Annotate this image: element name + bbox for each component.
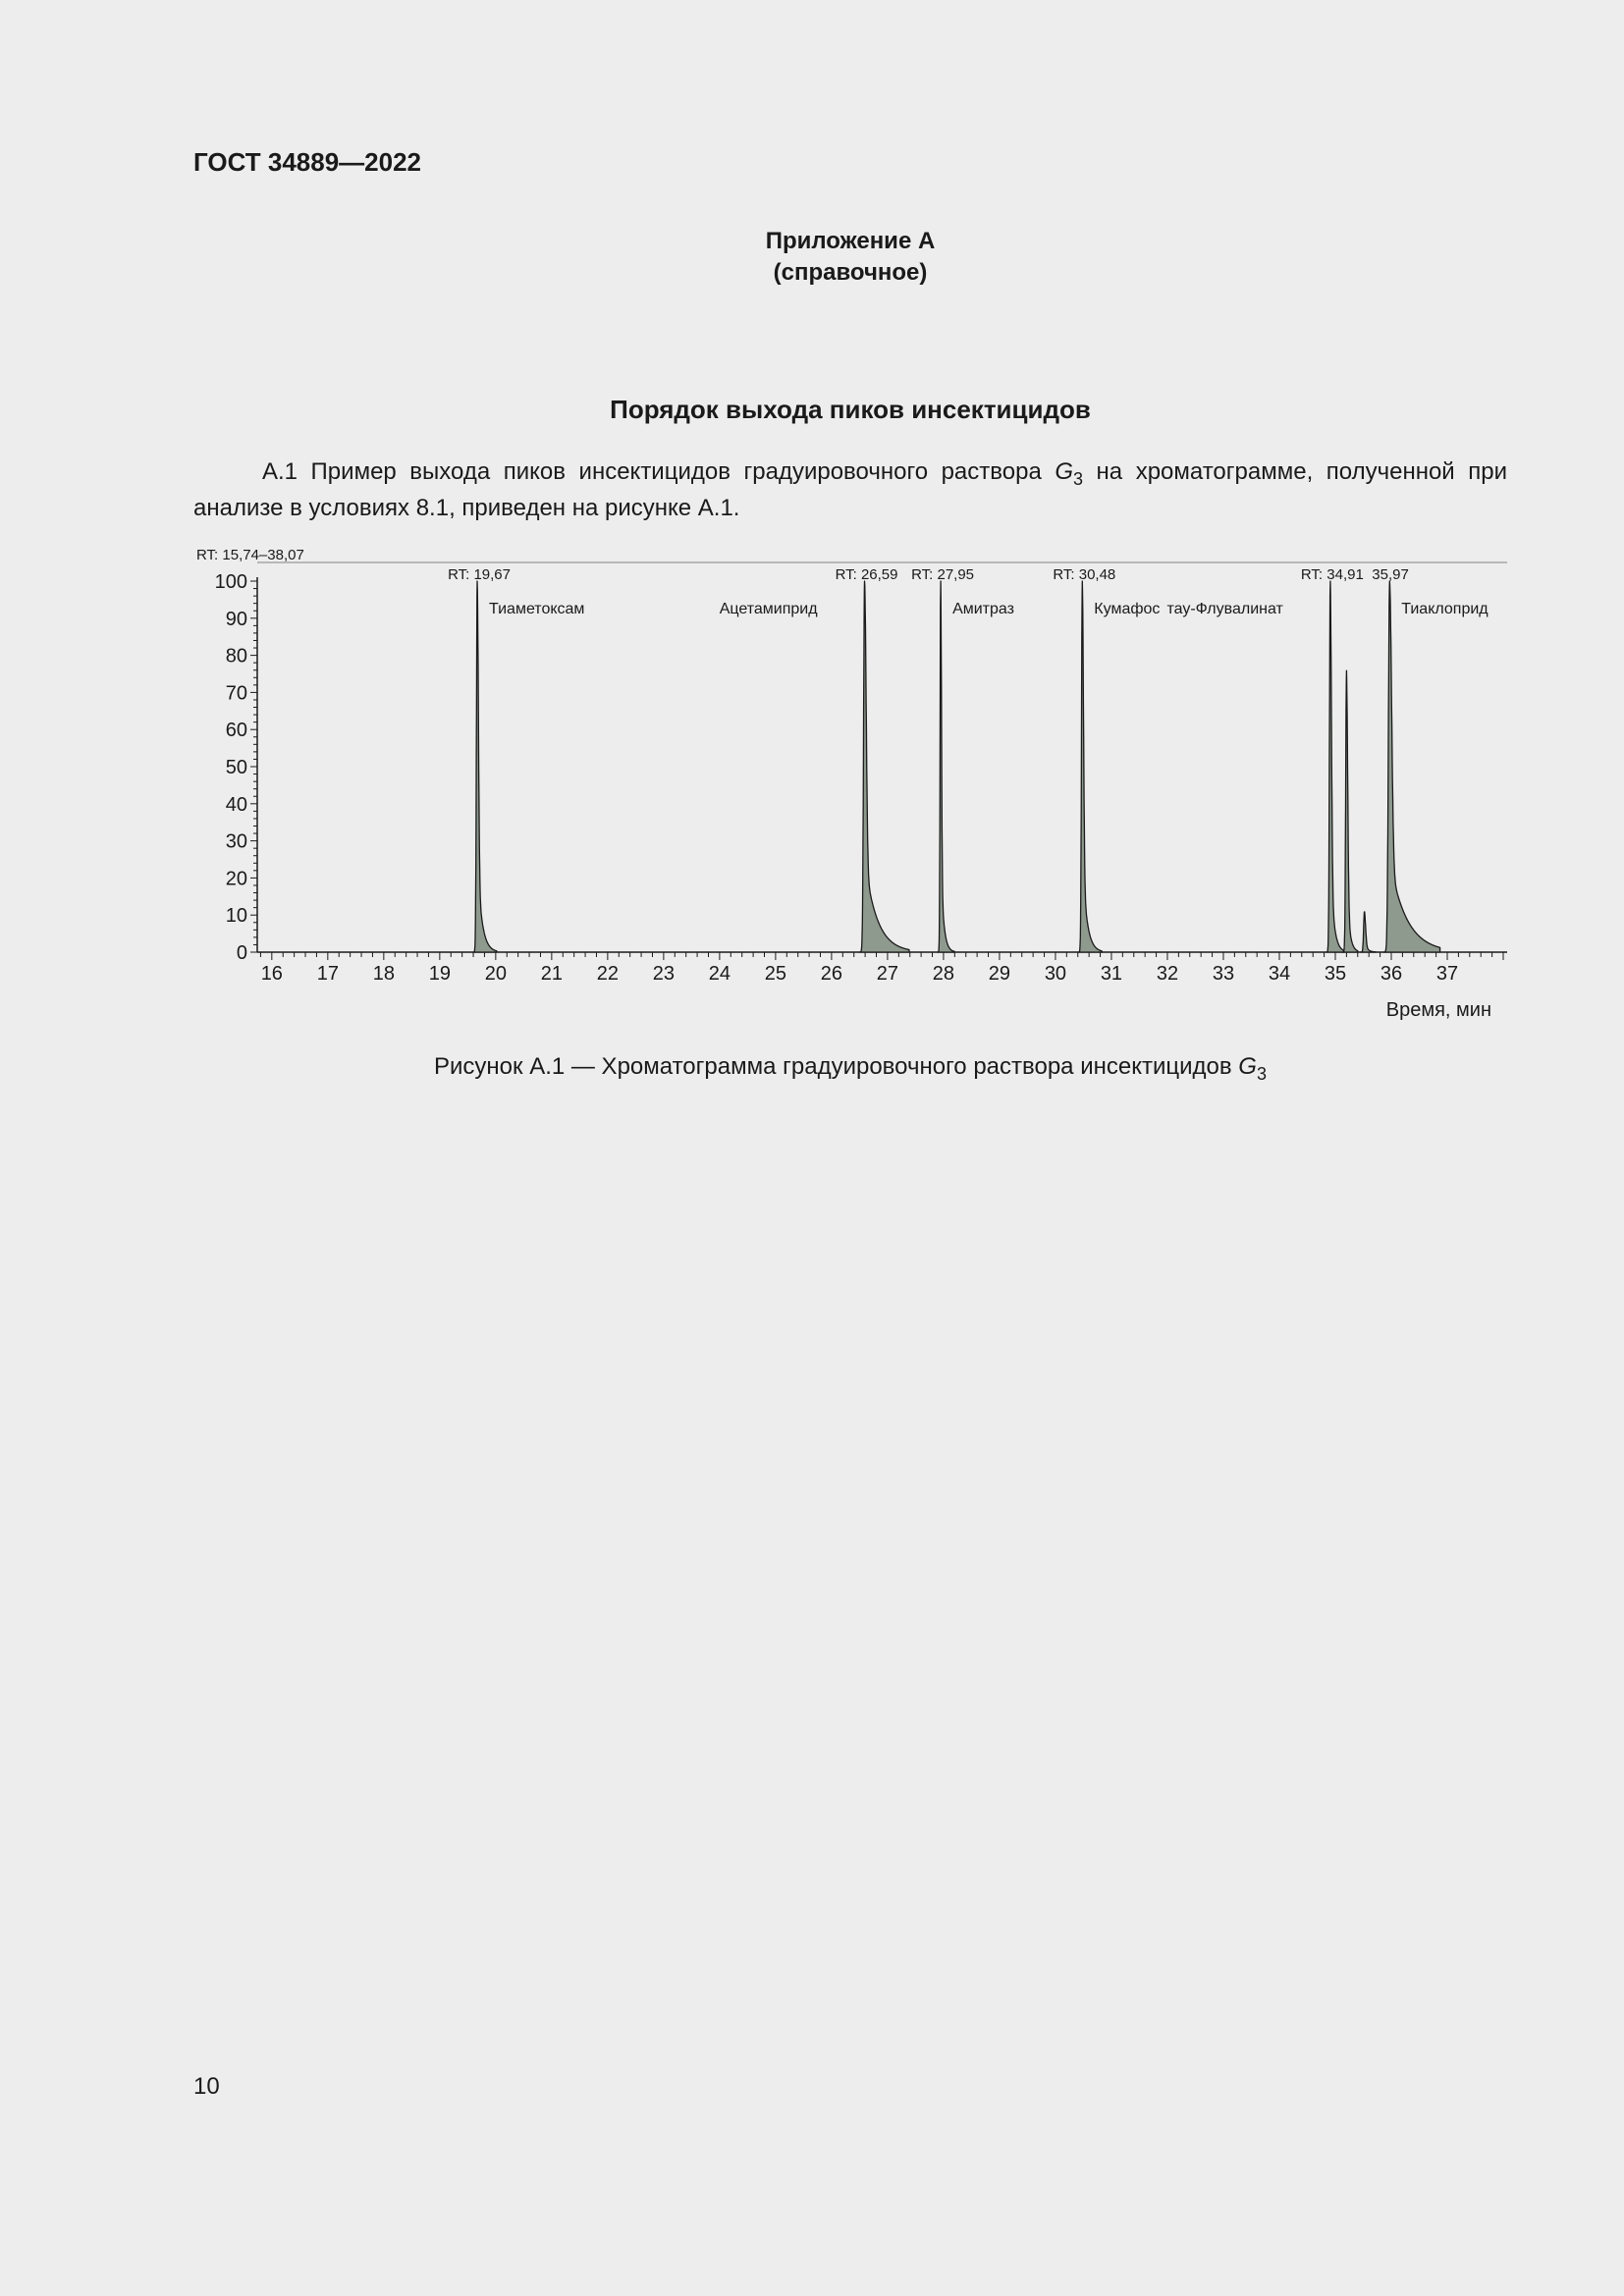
paragraph-text-after: на хроматограмме, полученной при анализе в условиях 8.1, приведен на рисунке А.1. — [193, 458, 1507, 521]
peak — [1382, 581, 1439, 952]
page-number: 10 — [193, 2073, 220, 2100]
paragraph-subscript: 3 — [1073, 468, 1084, 489]
peak — [1078, 581, 1103, 952]
annex-heading — [0, 226, 1624, 289]
x-tick-label: 21 — [540, 963, 563, 985]
x-tick-label: 24 — [708, 963, 731, 985]
peak-rt-label: RT: 26,59 — [835, 566, 898, 583]
y-tick-label: 0 — [236, 942, 247, 964]
peak-name-label: Тиаметоксам — [489, 601, 585, 617]
x-tick-label: 18 — [372, 963, 395, 985]
y-tick-label: 60 — [225, 720, 247, 742]
x-tick-label: 16 — [260, 963, 283, 985]
peak — [473, 581, 498, 952]
x-tick-label: 26 — [820, 963, 843, 985]
peak-name-label: Кумафос — [1094, 601, 1161, 617]
chromatogram-figure — [187, 540, 1522, 1031]
document-code: ГОСТ 34889—2022 — [193, 147, 421, 177]
x-tick-label: 35 — [1324, 963, 1347, 985]
peak-rt-label: RT: 34,91 — [1300, 566, 1364, 583]
y-tick-label: 50 — [225, 757, 247, 778]
x-tick-label: 20 — [484, 963, 507, 985]
peak-name-label: тау-Флувалинат — [1166, 601, 1283, 617]
x-tick-label: 23 — [652, 963, 676, 985]
caption-subscript: 3 — [1256, 1063, 1267, 1084]
y-tick-label: 30 — [225, 830, 247, 853]
y-tick-label: 10 — [225, 905, 247, 928]
x-tick-label: 34 — [1268, 963, 1291, 985]
x-tick-label: 25 — [764, 963, 787, 985]
peak — [938, 581, 955, 952]
y-tick-label: 20 — [225, 868, 247, 890]
y-tick-label: 80 — [225, 645, 247, 667]
x-tick-label: 22 — [596, 963, 619, 985]
minor-peak — [1360, 911, 1376, 952]
section-title: Порядок выхода пиков инсектицидов — [610, 395, 1091, 424]
peak-name-label: Ацетамиприд — [719, 601, 818, 617]
y-tick-label: 70 — [225, 682, 247, 705]
y-tick-label: 90 — [225, 608, 247, 630]
x-axis-label: Время, мин — [1385, 999, 1491, 1021]
x-tick-label: 31 — [1100, 963, 1123, 985]
x-tick-label: 36 — [1380, 963, 1403, 985]
annex-type: (справочное) — [773, 259, 928, 286]
peak — [859, 581, 909, 952]
x-tick-label: 30 — [1044, 963, 1067, 985]
peak-rt-label: RT: 19,67 — [448, 566, 512, 583]
chart-range-label: RT: 15,74–38,07 — [196, 547, 304, 563]
peak-rt-label: 35,97 — [1372, 566, 1409, 583]
x-tick-label: 27 — [876, 963, 899, 985]
x-tick-label: 29 — [988, 963, 1011, 985]
peak-name-label: Тиаклоприд — [1401, 601, 1489, 617]
figure-caption — [0, 1053, 1624, 1085]
paragraph-text-before: А.1 Пример выхода пиков инсектицидов градуировочного раствора — [262, 458, 1056, 485]
paragraph-symbol: G — [1055, 458, 1073, 485]
peak-rt-label: RT: 27,95 — [911, 566, 975, 583]
annex-title: Приложение А — [765, 228, 936, 254]
caption-text: Рисунок А.1 — Хроматограмма градуировочного раствора инсектицидов — [434, 1053, 1239, 1080]
peak — [1326, 581, 1344, 952]
paragraph-a1 — [193, 457, 1507, 523]
x-tick-label: 33 — [1212, 963, 1235, 985]
x-tick-label: 19 — [428, 963, 451, 985]
x-tick-label: 32 — [1156, 963, 1179, 985]
x-tick-label: 28 — [932, 963, 955, 985]
peak-rt-label: RT: 30,48 — [1053, 566, 1116, 583]
x-tick-label: 17 — [316, 963, 339, 985]
y-tick-label: 100 — [214, 571, 247, 593]
chromatogram-chart — [187, 540, 1522, 1031]
caption-symbol: G — [1238, 1053, 1257, 1080]
minor-peak — [1342, 670, 1358, 952]
peak-name-label: Амитраз — [952, 601, 1014, 617]
y-tick-label: 40 — [225, 793, 247, 816]
x-tick-label: 37 — [1435, 963, 1459, 985]
